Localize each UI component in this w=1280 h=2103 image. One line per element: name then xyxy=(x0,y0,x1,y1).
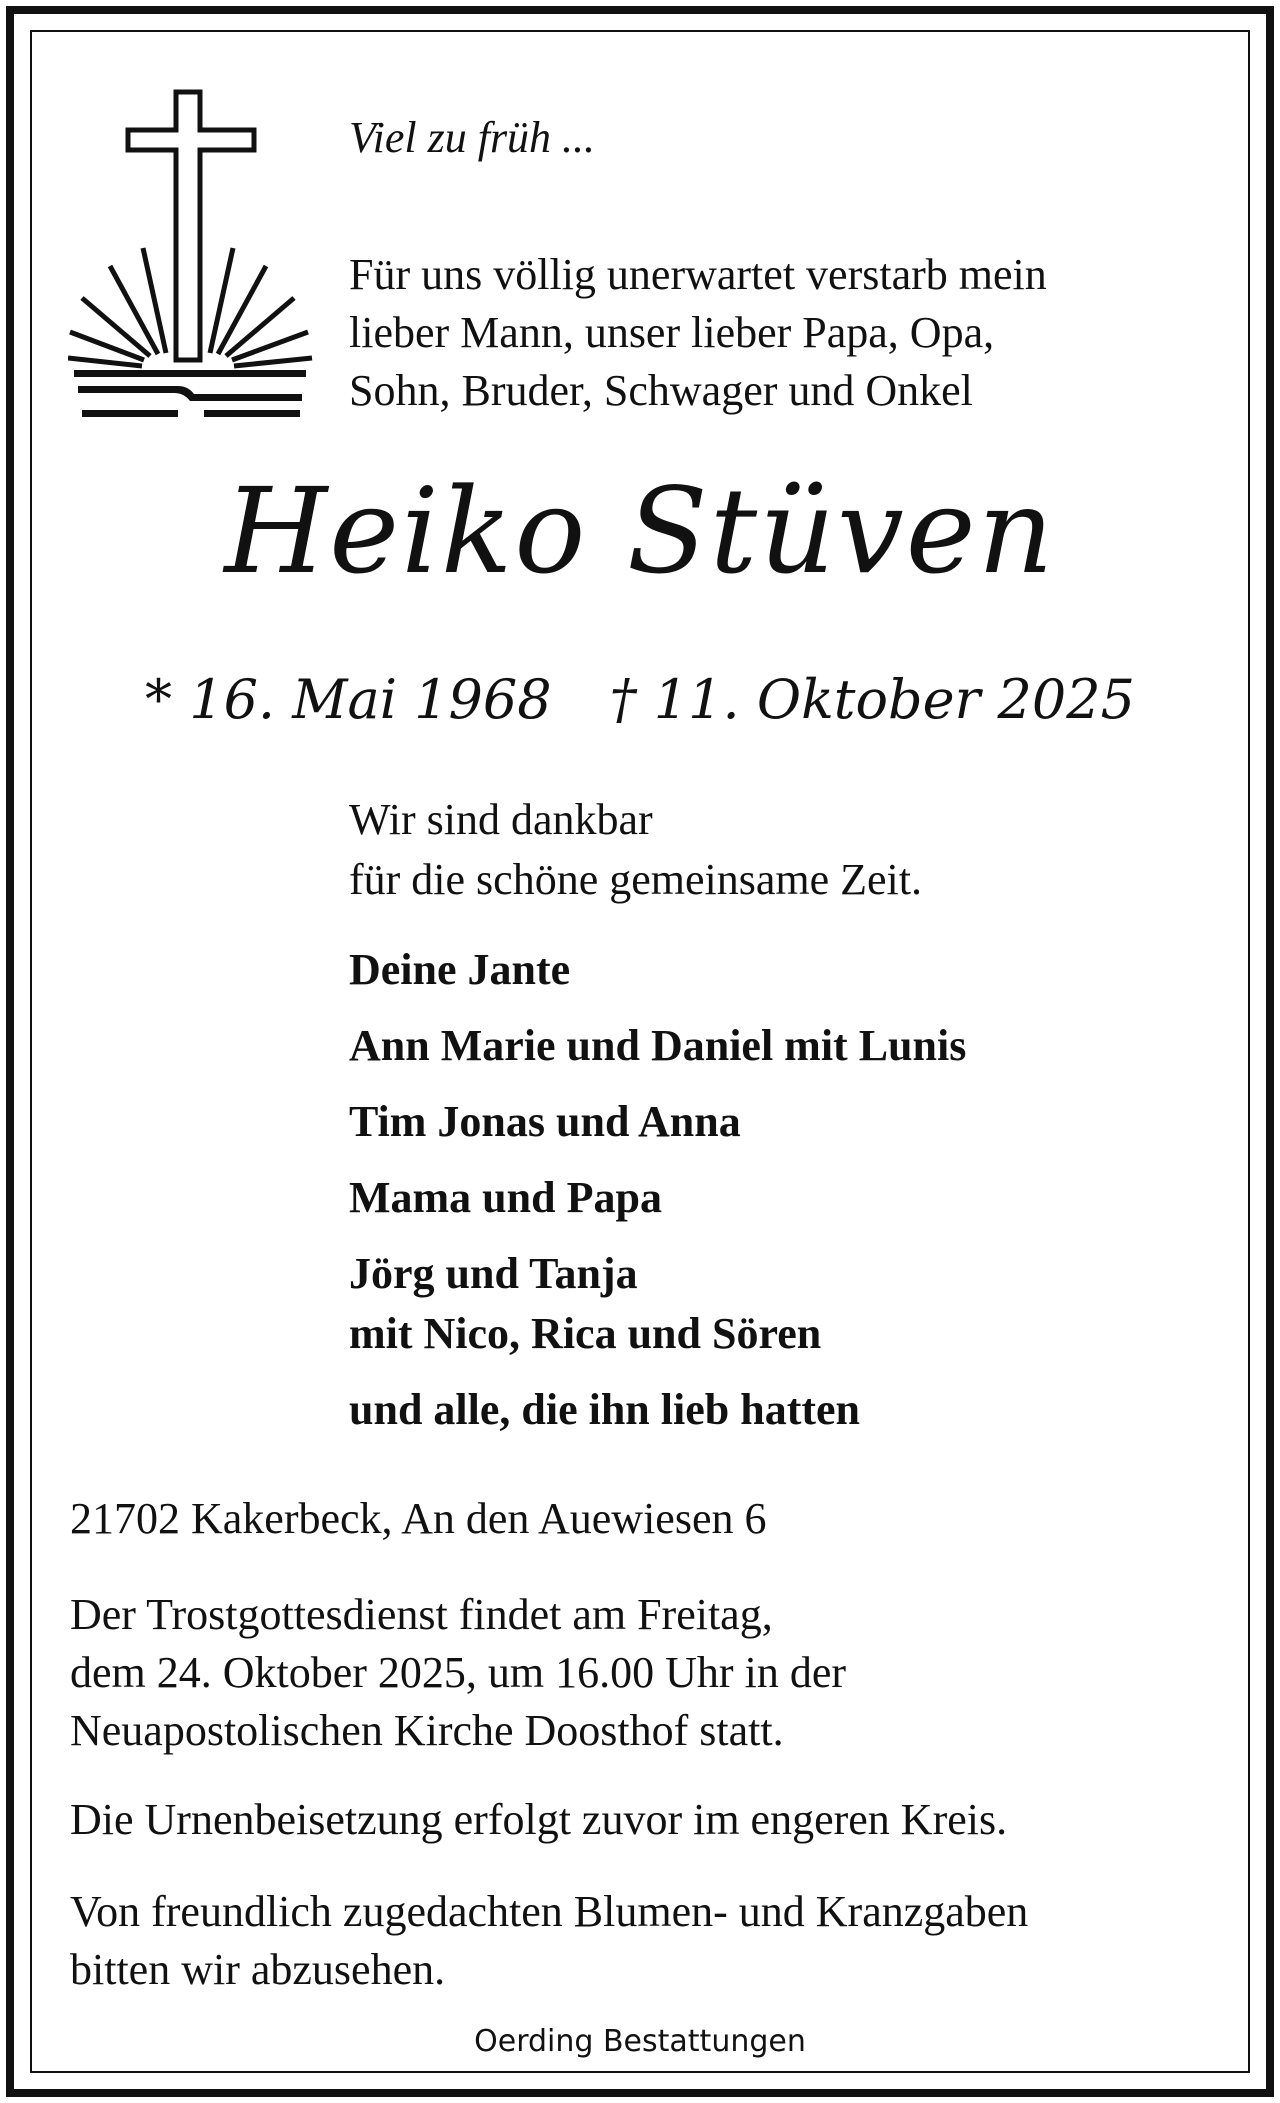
intro-line: Viel zu früh ... xyxy=(349,113,596,162)
mourner-line: Ann Marie und Daniel mit Lunis xyxy=(349,1021,967,1070)
life-dates xyxy=(0,668,1280,731)
announcement-line: Für uns völlig unerwartet verstarb mein xyxy=(349,250,1047,299)
thanks-line: für die schöne gemeinsame Zeit. xyxy=(349,855,923,904)
mourner-entry xyxy=(349,1168,966,1228)
undertaker-credit: Oerding Bestattungen xyxy=(474,2024,806,2059)
mourner-line: Jörg und Tanja xyxy=(349,1249,638,1298)
mourner-line: Tim Jonas und Anna xyxy=(349,1097,741,1146)
birth-date: * 16. Mai 1968 xyxy=(145,668,552,731)
burial-info: Die Urnenbeisetzung erfolgt zuvor im engeren Kreis. xyxy=(70,1795,1008,1844)
service-line: dem 24. Oktober 2025, um 16.00 Uhr in der xyxy=(70,1648,846,1697)
mourner-line: mit Nico, Rica und Sören xyxy=(349,1309,822,1358)
cross-with-sunrise-icon xyxy=(68,88,318,428)
mourner-entry xyxy=(349,940,966,1000)
service-line: Neuapostolischen Kirche Doosthof statt. xyxy=(70,1706,784,1755)
announcement-line: lieber Mann, unser lieber Papa, Opa, xyxy=(349,308,995,357)
thanks-line: Wir sind dankbar xyxy=(349,795,653,844)
announcement xyxy=(349,246,1047,420)
mourner-entry xyxy=(349,1016,966,1076)
service-info xyxy=(70,1586,846,1760)
flowers-line: bitten wir abzusehen. xyxy=(70,1945,446,1994)
mourner-entry xyxy=(349,1380,966,1440)
mourner-line: und alle, die ihn lieb hatten xyxy=(349,1385,861,1434)
announcement-line: Sohn, Bruder, Schwager und Onkel xyxy=(349,366,973,415)
death-date: † 11. Oktober 2025 xyxy=(609,668,1135,731)
mourner-entry xyxy=(349,1092,966,1152)
service-line: Der Trostgottesdienst findet am Freitag, xyxy=(70,1590,773,1639)
flowers-line: Von freundlich zugedachten Blumen- und Kranzgaben xyxy=(70,1887,1029,1936)
deceased-name: Heiko Stüven xyxy=(224,462,1056,600)
flowers-request xyxy=(70,1883,1028,1999)
mourner-line: Deine Jante xyxy=(349,945,571,994)
mourners-list xyxy=(349,940,966,1440)
thanks-text xyxy=(349,790,922,910)
mourner-entry xyxy=(349,1244,966,1364)
mourner-line: Mama und Papa xyxy=(349,1173,662,1222)
address: 21702 Kakerbeck, An den Auewiesen 6 xyxy=(70,1494,767,1543)
